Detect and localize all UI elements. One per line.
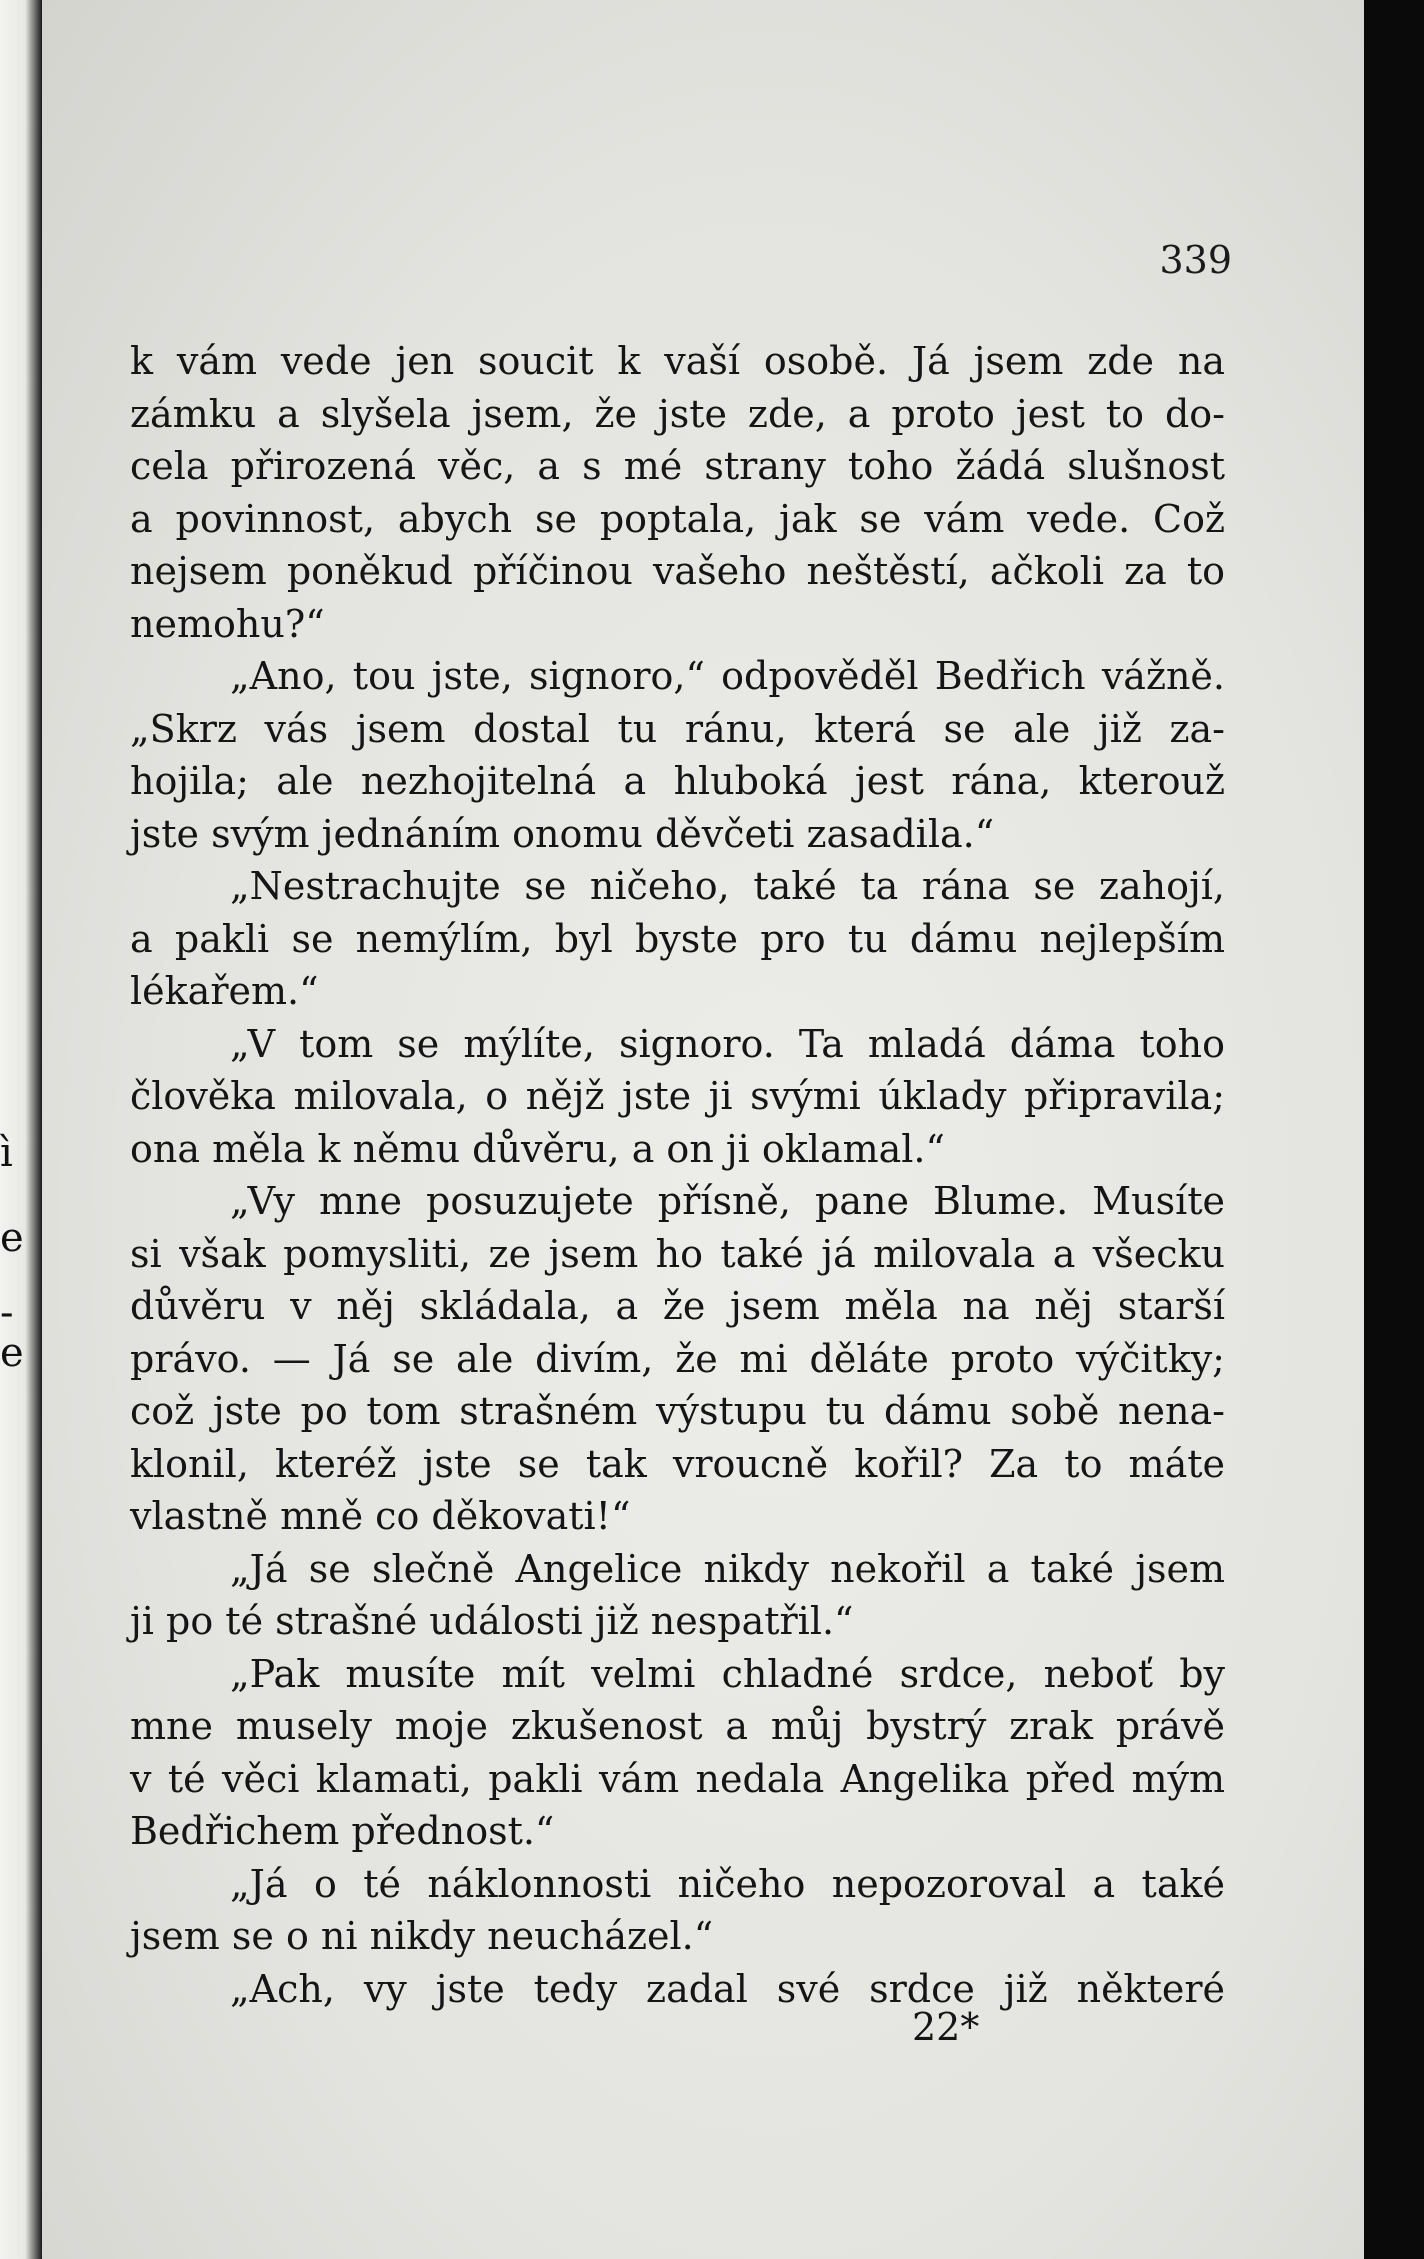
text-line: „V tom se mýlíte, signoro. Ta mladá dáma toho: [230, 1021, 1225, 1066]
page-text: [130, 335, 1225, 2015]
margin-char: e: [0, 1215, 24, 1261]
text-line: člověka milovala, o nějž jste ji svými úklady připravila;: [130, 1074, 1225, 1118]
book-page: [42, 0, 1364, 2259]
text-line: důvěru v něj skládala, a že jsem měla na něj starší: [130, 1284, 1225, 1328]
text-line: v té věci klamati, pakli vám nedala Angelika před mým: [130, 1756, 1225, 1801]
text-line: právo. — Já se ale divím, že mi děláte proto výčitky;: [130, 1336, 1225, 1381]
text-line: „Já se slečně Angelice nikdy nekořil a také jsem: [230, 1546, 1225, 1591]
text-line: k vám vede jen soucit k vaší osobě. Já jsem zde na: [130, 339, 1225, 383]
text-line: nejsem poněkud příčinou vašeho neštěstí, ačkoli za to: [130, 549, 1225, 593]
text-line: nemohu?“: [130, 601, 325, 646]
signature-mark: 22*: [912, 2005, 980, 2049]
text-line: si však pomysliti, ze jsem ho také já milovala a všecku: [130, 1231, 1225, 1276]
adjacent-page-edge: [0, 0, 42, 2259]
text-line: „Vy mne posuzujete přísně, pane Blume. Musíte: [230, 1179, 1225, 1223]
text-line: zámku a slyšela jsem, že jste zde, a proto jest to do-: [130, 391, 1225, 436]
margin-char: e: [0, 1330, 24, 1376]
page-number: 339: [1159, 238, 1232, 282]
text-line: klonil, kteréž jste se tak vroucně kořil? Za to máte: [130, 1441, 1225, 1486]
text-line: vlastně mně co děkovati!“: [130, 1494, 631, 1538]
text-line: „Já o té náklonnosti ničeho nepozoroval a také: [230, 1861, 1225, 1906]
text-line: ona měla k němu důvěru, a on ji oklamal.“: [130, 1126, 945, 1171]
text-line: hojila; ale nezhojitelná a hluboká jest rána, kterouž: [130, 759, 1225, 803]
text-line: „Skrz vás jsem dostal tu ránu, která se ale již za-: [130, 706, 1225, 751]
text-line: „Pak musíte mít velmi chladné srdce, neboť by: [230, 1651, 1225, 1696]
margin-char: -: [0, 1290, 14, 1336]
text-line: ji po té strašné události již nespatřil.“: [130, 1599, 854, 1643]
text-line: cela přirozená věc, a s mé strany toho žádá slušnost: [130, 444, 1225, 488]
text-line: a povinnost, abych se poptala, jak se vám vede. Což: [130, 496, 1225, 541]
text-line: jste svým jednáním onomu děvčeti zasadila.“: [130, 811, 995, 856]
text-line: Bedřichem přednost.“: [130, 1809, 555, 1853]
text-line: „Nestrachujte se ničeho, také ta rána se zahojí,: [230, 864, 1225, 908]
text-line: „Ach, vy jste tedy zadal své srdce již některé: [230, 1966, 1225, 2011]
text-line: lékařem.“: [130, 969, 319, 1013]
text-line: jsem se o ni nikdy neucházel.“: [130, 1914, 714, 1958]
text-line: „Ano, tou jste, signoro,“ odpověděl Bedřich vážně.: [230, 654, 1225, 698]
text-line: mne musely moje zkušenost a můj bystrý zrak právě: [130, 1704, 1225, 1748]
margin-char: ì: [0, 1130, 13, 1176]
text-line: což jste po tom strašném výstupu tu dámu sobě nena-: [130, 1389, 1225, 1433]
text-line: a pakli se nemýlím, byl byste pro tu dámu nejlepším: [130, 916, 1225, 961]
